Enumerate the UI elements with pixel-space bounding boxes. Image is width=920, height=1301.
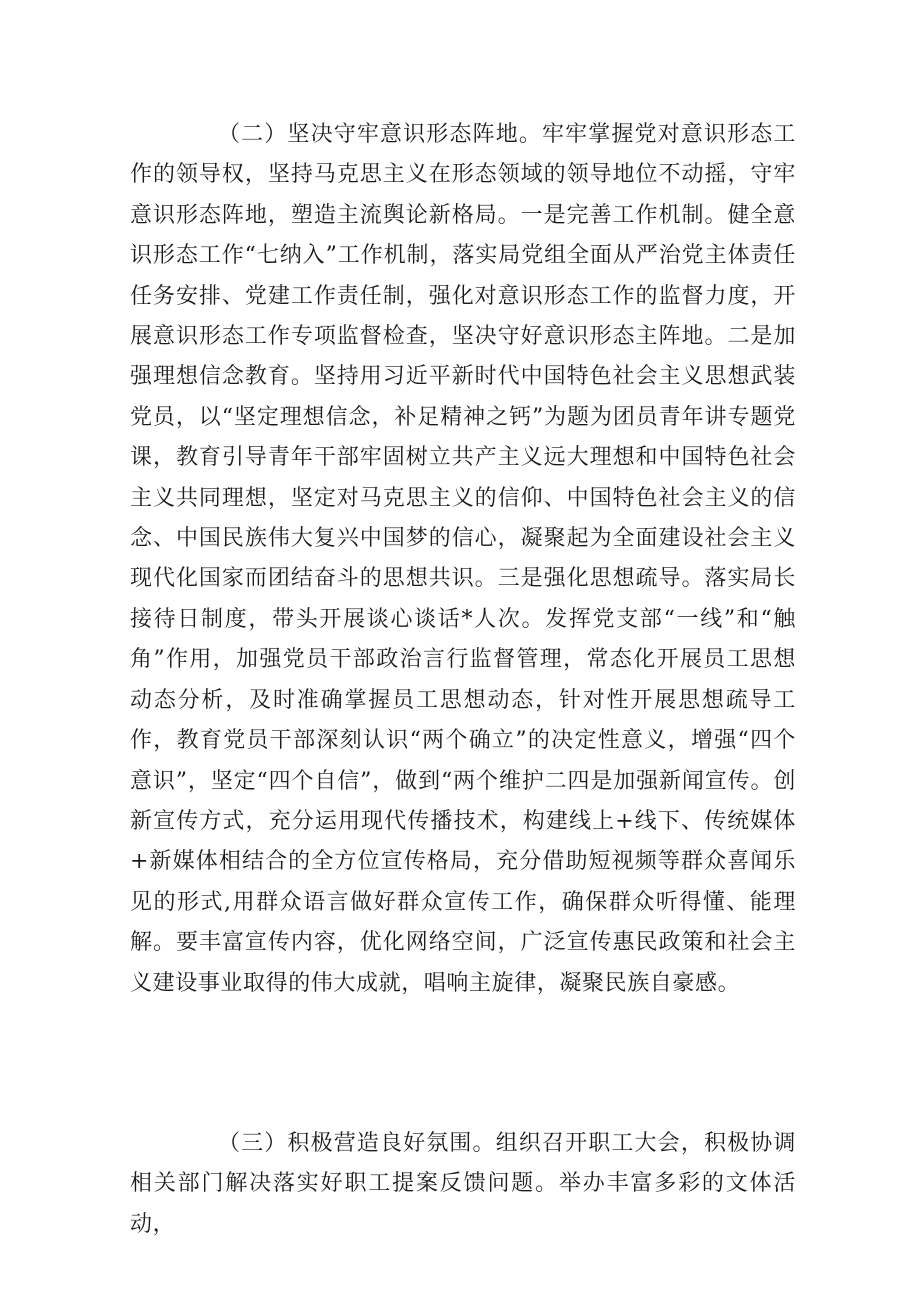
paragraph-ideology-position: （二）坚决守牢意识形态阵地。牢牢掌握党对意识形态工作的领导权，坚持马克思主义在形态领域的领导地位不动摇，守牢意识形态阵地，塑造主流舆论新格局。一是完善工作机制。健全意识形态工作“七纳入”工作机制，落实局党组全面从严治党主体责任任务安排、党建工作责任制，强化对意识形态工作的监督力度，开展意识形态工作专项监督检查，坚决守好意识形态主阵地。二是加强理想信念教育。坚持用习近平新时代中国特色社会主义思想武装党员，以“坚定理想信念，补足精神之钙”为题为团员青年讲专题党课，教育引导青年干部牢固树立共产主义远大理想和中国特色社会主义共同理想，坚定对马克思主义的信仰、中国特色社会主义的信念、中国民族伟大复兴中国梦的信心，凝聚起为全面建设社会主义现代化国家而团结奋斗的思想共识。三是强化思想疏导。落实局长接待日制度，带头开展谈心谈话*人次。发挥党支部“一线”和“触角”作用，加强党员干部政治言行监督管理，常态化开展员工思想动态分析，及时准确掌握员工思想动态，针对性开展思想疏导工作，教育党员干部深刻认识“两个确立”的决定性意义，增强“四个意识”，坚定“四个自信”，做到“两个维护二四是加强新闻宣传。创新宣传方式，充分运用现代传播技术，构建线上+线下、传统媒体+新媒体相结合的全方位宣传格局，充分借助短视频等群众喜闻乐见的形式,用群众语言做好群众宣传工作，确保群众听得懂、能理解。要丰富宣传内容，优化网络空间，广泛宣传惠民政策和社会主义建设事业取得的伟大成就，唱响主旋律，凝聚民族自豪感。	[130, 122, 796, 996]
paragraph-good-atmosphere: （三）积极营造良好氛围。组织召开职工大会，积极协调相关部门解决落实好职工提案反馈问题。举办丰富多彩的文体活动，	[130, 1131, 796, 1237]
